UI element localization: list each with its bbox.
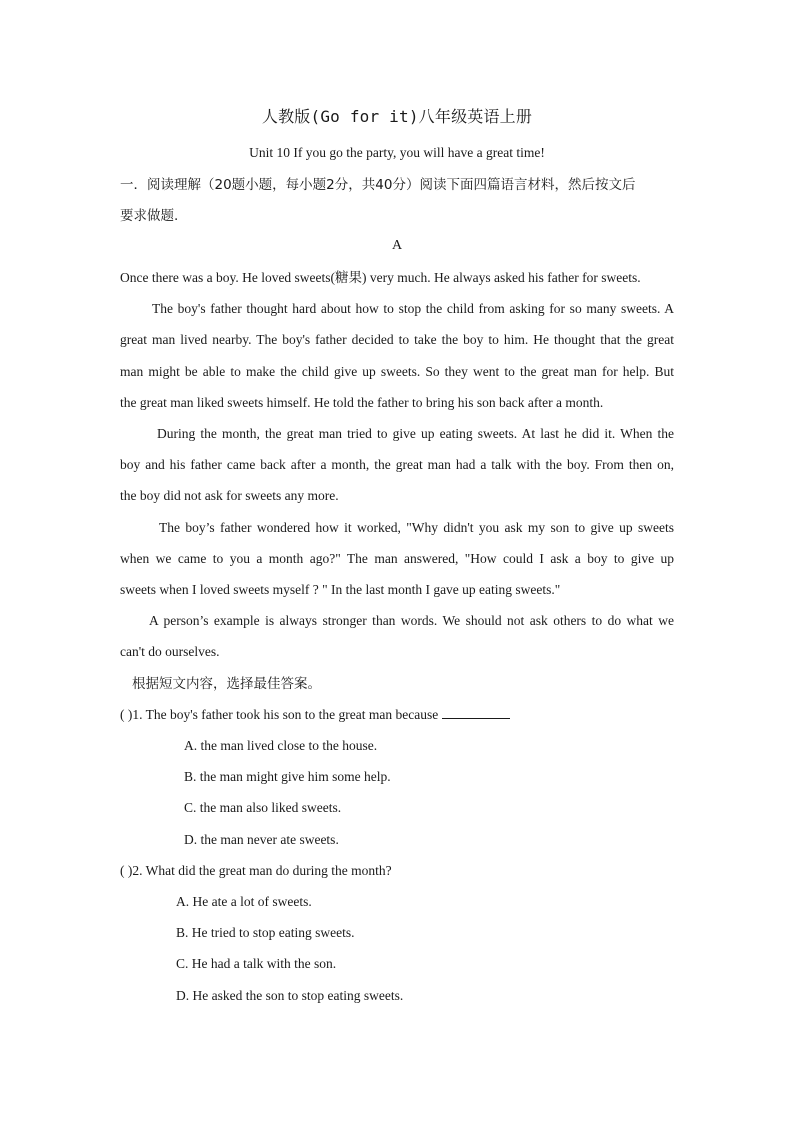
- question-2-option-a: A. He ate a lot of sweets.: [176, 894, 312, 909]
- answer-paren[interactable]: ( ): [120, 863, 133, 878]
- document-title: 人教版(Go for it)八年级英语上册: [261, 107, 533, 126]
- question-text: 1. The boy's father took his son to the great man because: [132, 707, 439, 722]
- question-1-option-b: B. the man might give him some help.: [184, 769, 391, 784]
- question-2: [120, 861, 392, 881]
- passage-paragraph-1: Once there was a boy. He loved sweets(糖果) very much. He always asked his father for sweets.: [120, 270, 641, 285]
- passage-paragraph-2-line-4: the great man liked sweets himself. He told the father to bring his son back after a month.: [120, 395, 604, 410]
- passage-paragraph-5-line-2: can't do ourselves.: [120, 644, 220, 659]
- question-1-option-a: A. the man lived close to the house.: [184, 738, 378, 753]
- passage-paragraph-2-line-2: great man lived nearby. The boy's father decided to take the boy to him. He thought that the great: [120, 332, 674, 347]
- question-2-option-b: B. He tried to stop eating sweets.: [176, 925, 355, 940]
- question-1: [120, 705, 510, 725]
- passage-paragraph-5-line-1: A person’s example is always stronger than words. We should not ask others to do what we: [149, 613, 674, 628]
- question-text: 2. What did the great man do during the month?: [132, 863, 392, 878]
- question-2-option-d: D. He asked the son to stop eating sweets.: [176, 988, 404, 1003]
- instructions-line-1: 一．阅读理解（20题小题，每小题2分，共40分）阅读下面四篇语言材料，然后按文后: [120, 177, 636, 193]
- passage-paragraph-4-line-1: The boy’s father wondered how it worked, "Why didn't you ask my son to give up sweets: [159, 520, 674, 535]
- passage-paragraph-2-line-1: The boy's father thought hard about how to stop the child from asking for so many sweets. A: [152, 301, 674, 316]
- passage-paragraph-3-line-3: the boy did not ask for sweets any more.: [120, 488, 339, 503]
- question-2-option-c: C. He had a talk with the son.: [176, 956, 337, 971]
- unit-subtitle: Unit 10 If you go the party, you will have a great time!: [249, 145, 545, 160]
- passage-paragraph-4-line-2: when we came to you a month ago?" The man answered, "How could I ask a boy to give up: [120, 551, 674, 566]
- instructions-line-2: 要求做题.: [120, 208, 179, 224]
- question-1-option-d: D. the man never ate sweets.: [184, 832, 339, 847]
- passage-paragraph-3-line-2: boy and his father came back after a month, the great man had a talk with the boy. From then on,: [120, 457, 674, 472]
- passage-paragraph-3-line-1: During the month, the great man tried to give up eating sweets. At last he did it. When the: [157, 426, 674, 441]
- section-label: A: [391, 238, 403, 253]
- passage-paragraph-2-line-3: man might be able to make the child give up sweets. So they went to the great man for help. But: [120, 364, 674, 379]
- answer-blank: [442, 706, 510, 719]
- question-intro: 根据短文内容，选择最佳答案。: [132, 676, 321, 692]
- passage-paragraph-4-line-3: sweets when I loved sweets myself ? " In the last month I gave up eating sweets.": [120, 582, 561, 597]
- answer-paren[interactable]: ( ): [120, 707, 133, 722]
- question-1-option-c: C. the man also liked sweets.: [184, 800, 342, 815]
